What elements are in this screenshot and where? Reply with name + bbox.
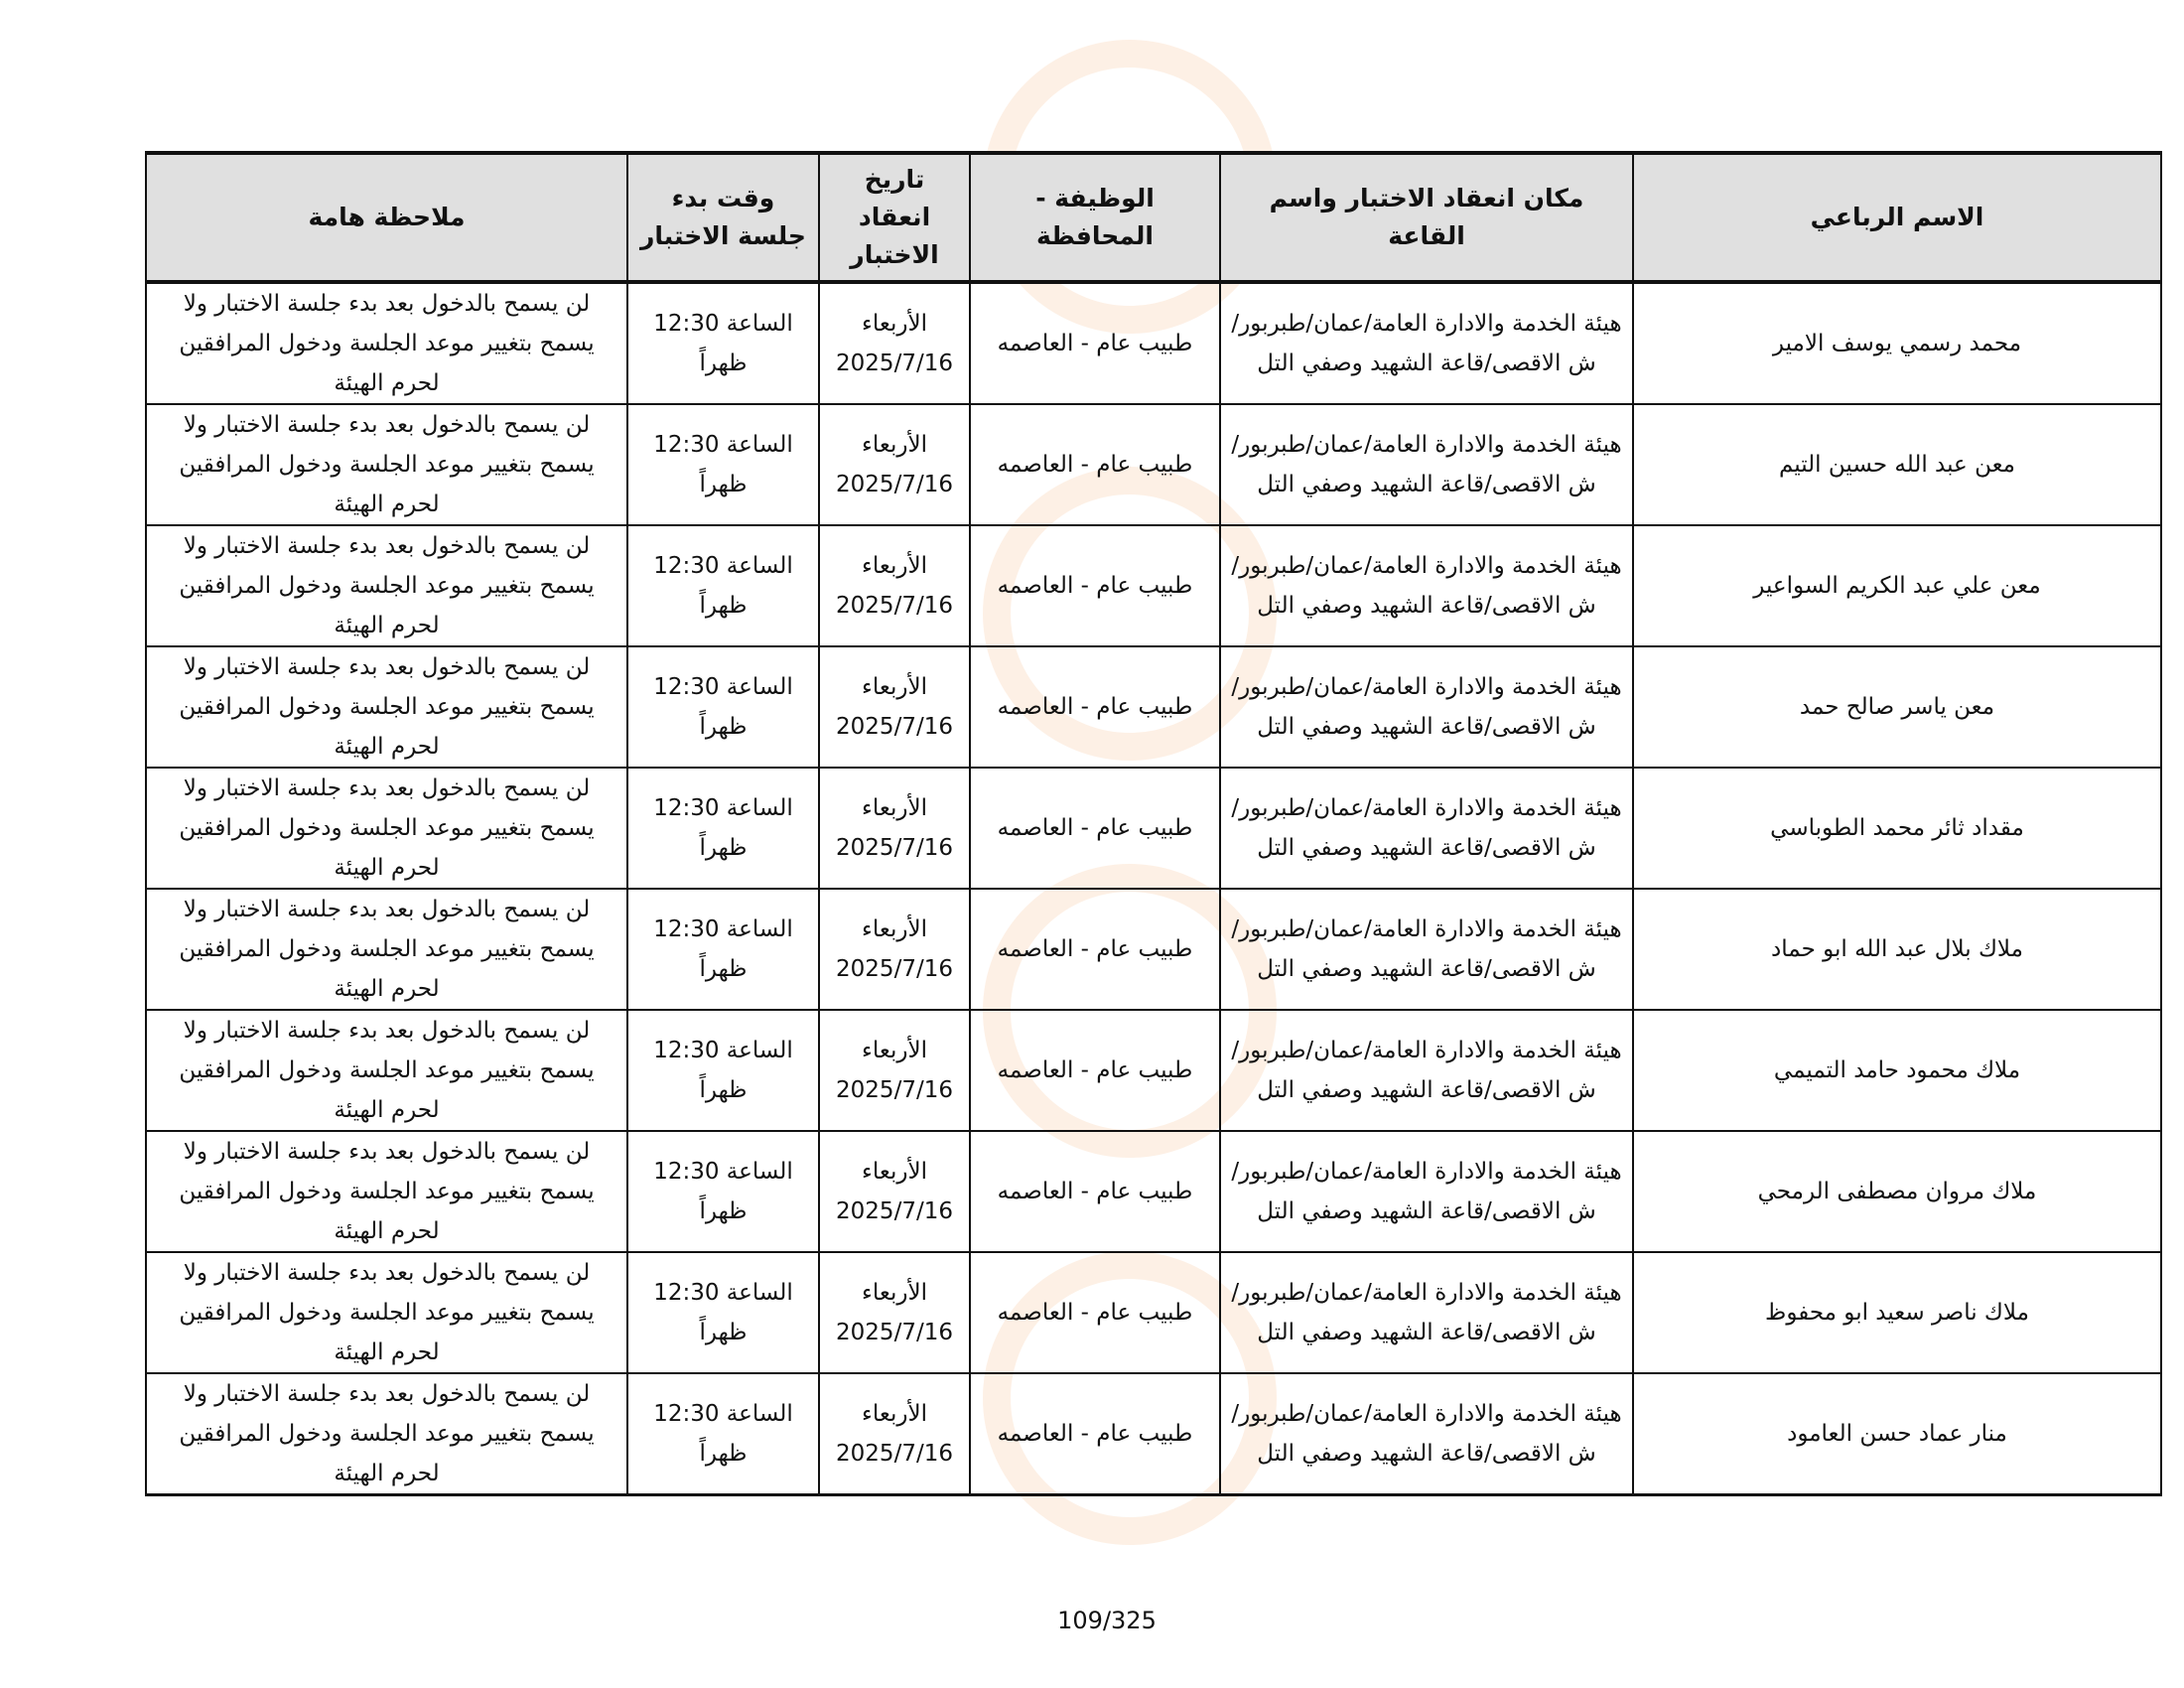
cell-job: طبيب عام - العاصمه [970, 646, 1220, 768]
header-job: الوظيفة - المحافظة [970, 153, 1220, 282]
cell-note: لن يسمح بالدخول بعد بدء جلسة الاختبار ولا يسمح بتغيير موعد الجلسة ودخول المرافقين لحرم الهيئة [146, 646, 627, 768]
cell-note: لن يسمح بالدخول بعد بدء جلسة الاختبار ولا يسمح بتغيير موعد الجلسة ودخول المرافقين لحرم الهيئة [146, 1252, 627, 1373]
table-row [146, 282, 2161, 404]
cell-name: معن ياسر صالح حمد [1633, 646, 2161, 768]
header-place: مكان انعقاد الاختبار واسم القاعة [1220, 153, 1633, 282]
cell-time: الساعة 12:30 ظهراً [627, 1131, 819, 1252]
cell-job: طبيب عام - العاصمه [970, 525, 1220, 646]
cell-date: الأربعاء 2025/7/16 [819, 889, 970, 1010]
table-row [146, 646, 2161, 768]
header-time: وقت بدء جلسة الاختبار [627, 153, 819, 282]
cell-note: لن يسمح بالدخول بعد بدء جلسة الاختبار ولا يسمح بتغيير موعد الجلسة ودخول المرافقين لحرم الهيئة [146, 282, 627, 404]
table-row [146, 1131, 2161, 1252]
cell-place: هيئة الخدمة والادارة العامة/عمان/طبربور/ش الاقصى/قاعة الشهيد وصفي التل [1220, 768, 1633, 889]
cell-date: الأربعاء 2025/7/16 [819, 1010, 970, 1131]
cell-place: هيئة الخدمة والادارة العامة/عمان/طبربور/ش الاقصى/قاعة الشهيد وصفي التل [1220, 889, 1633, 1010]
cell-place: هيئة الخدمة والادارة العامة/عمان/طبربور/ش الاقصى/قاعة الشهيد وصفي التل [1220, 404, 1633, 525]
cell-time: الساعة 12:30 ظهراً [627, 1010, 819, 1131]
cell-time: الساعة 12:30 ظهراً [627, 889, 819, 1010]
table-row [146, 889, 2161, 1010]
cell-date: الأربعاء 2025/7/16 [819, 1131, 970, 1252]
cell-name: ملاك محمود حامد التميمي [1633, 1010, 2161, 1131]
header-name: الاسم الرباعي [1633, 153, 2161, 282]
cell-note: لن يسمح بالدخول بعد بدء جلسة الاختبار ولا يسمح بتغيير موعد الجلسة ودخول المرافقين لحرم الهيئة [146, 1131, 627, 1252]
exam-schedule-table [145, 151, 2162, 1496]
cell-time: الساعة 12:30 ظهراً [627, 646, 819, 768]
cell-place: هيئة الخدمة والادارة العامة/عمان/طبربور/ش الاقصى/قاعة الشهيد وصفي التل [1220, 282, 1633, 404]
cell-name: مقداد ثائر محمد الطوباسي [1633, 768, 2161, 889]
cell-place: هيئة الخدمة والادارة العامة/عمان/طبربور/ش الاقصى/قاعة الشهيد وصفي التل [1220, 1010, 1633, 1131]
cell-date: الأربعاء 2025/7/16 [819, 768, 970, 889]
cell-date: الأربعاء 2025/7/16 [819, 1252, 970, 1373]
cell-place: هيئة الخدمة والادارة العامة/عمان/طبربور/ش الاقصى/قاعة الشهيد وصفي التل [1220, 1373, 1633, 1495]
cell-name: ملاك ناصر سعيد ابو محفوظ [1633, 1252, 2161, 1373]
header-date: تاريخ انعقاد الاختبار [819, 153, 970, 282]
table-row [146, 404, 2161, 525]
cell-time: الساعة 12:30 ظهراً [627, 1373, 819, 1495]
cell-time: الساعة 12:30 ظهراً [627, 404, 819, 525]
cell-name: محمد رسمي يوسف الامير [1633, 282, 2161, 404]
table-row [146, 1252, 2161, 1373]
cell-job: طبيب عام - العاصمه [970, 889, 1220, 1010]
cell-job: طبيب عام - العاصمه [970, 282, 1220, 404]
cell-name: معن عبد الله حسين التيم [1633, 404, 2161, 525]
cell-place: هيئة الخدمة والادارة العامة/عمان/طبربور/ش الاقصى/قاعة الشهيد وصفي التل [1220, 525, 1633, 646]
table-row [146, 1010, 2161, 1131]
table-row [146, 525, 2161, 646]
cell-note: لن يسمح بالدخول بعد بدء جلسة الاختبار ولا يسمح بتغيير موعد الجلسة ودخول المرافقين لحرم الهيئة [146, 1010, 627, 1131]
cell-note: لن يسمح بالدخول بعد بدء جلسة الاختبار ولا يسمح بتغيير موعد الجلسة ودخول المرافقين لحرم الهيئة [146, 404, 627, 525]
cell-time: الساعة 12:30 ظهراً [627, 1252, 819, 1373]
table-row [146, 1373, 2161, 1495]
cell-place: هيئة الخدمة والادارة العامة/عمان/طبربور/ش الاقصى/قاعة الشهيد وصفي التل [1220, 646, 1633, 768]
cell-time: الساعة 12:30 ظهراً [627, 282, 819, 404]
cell-job: طبيب عام - العاصمه [970, 768, 1220, 889]
cell-job: طبيب عام - العاصمه [970, 1010, 1220, 1131]
cell-job: طبيب عام - العاصمه [970, 404, 1220, 525]
cell-job: طبيب عام - العاصمه [970, 1252, 1220, 1373]
cell-date: الأربعاء 2025/7/16 [819, 646, 970, 768]
cell-time: الساعة 12:30 ظهراً [627, 525, 819, 646]
cell-time: الساعة 12:30 ظهراً [627, 768, 819, 889]
cell-date: الأربعاء 2025/7/16 [819, 282, 970, 404]
cell-date: الأربعاء 2025/7/16 [819, 404, 970, 525]
cell-date: الأربعاء 2025/7/16 [819, 525, 970, 646]
cell-name: منار عماد حسن العامود [1633, 1373, 2161, 1495]
table-row [146, 768, 2161, 889]
cell-name: ملاك مروان مصطفى الرمحي [1633, 1131, 2161, 1252]
cell-date: الأربعاء 2025/7/16 [819, 1373, 970, 1495]
cell-note: لن يسمح بالدخول بعد بدء جلسة الاختبار ولا يسمح بتغيير موعد الجلسة ودخول المرافقين لحرم الهيئة [146, 525, 627, 646]
page-number: 109/325 [1057, 1607, 1157, 1634]
cell-note: لن يسمح بالدخول بعد بدء جلسة الاختبار ولا يسمح بتغيير موعد الجلسة ودخول المرافقين لحرم الهيئة [146, 1373, 627, 1495]
cell-place: هيئة الخدمة والادارة العامة/عمان/طبربور/ش الاقصى/قاعة الشهيد وصفي التل [1220, 1252, 1633, 1373]
cell-job: طبيب عام - العاصمه [970, 1131, 1220, 1252]
cell-name: معن علي عبد الكريم السواعير [1633, 525, 2161, 646]
cell-note: لن يسمح بالدخول بعد بدء جلسة الاختبار ولا يسمح بتغيير موعد الجلسة ودخول المرافقين لحرم الهيئة [146, 768, 627, 889]
table-header-row [146, 153, 2161, 282]
cell-job: طبيب عام - العاصمه [970, 1373, 1220, 1495]
header-note: ملاحظة هامة [146, 153, 627, 282]
cell-note: لن يسمح بالدخول بعد بدء جلسة الاختبار ولا يسمح بتغيير موعد الجلسة ودخول المرافقين لحرم الهيئة [146, 889, 627, 1010]
cell-name: ملاك بلال عبد الله ابو حماد [1633, 889, 2161, 1010]
cell-place: هيئة الخدمة والادارة العامة/عمان/طبربور/ش الاقصى/قاعة الشهيد وصفي التل [1220, 1131, 1633, 1252]
